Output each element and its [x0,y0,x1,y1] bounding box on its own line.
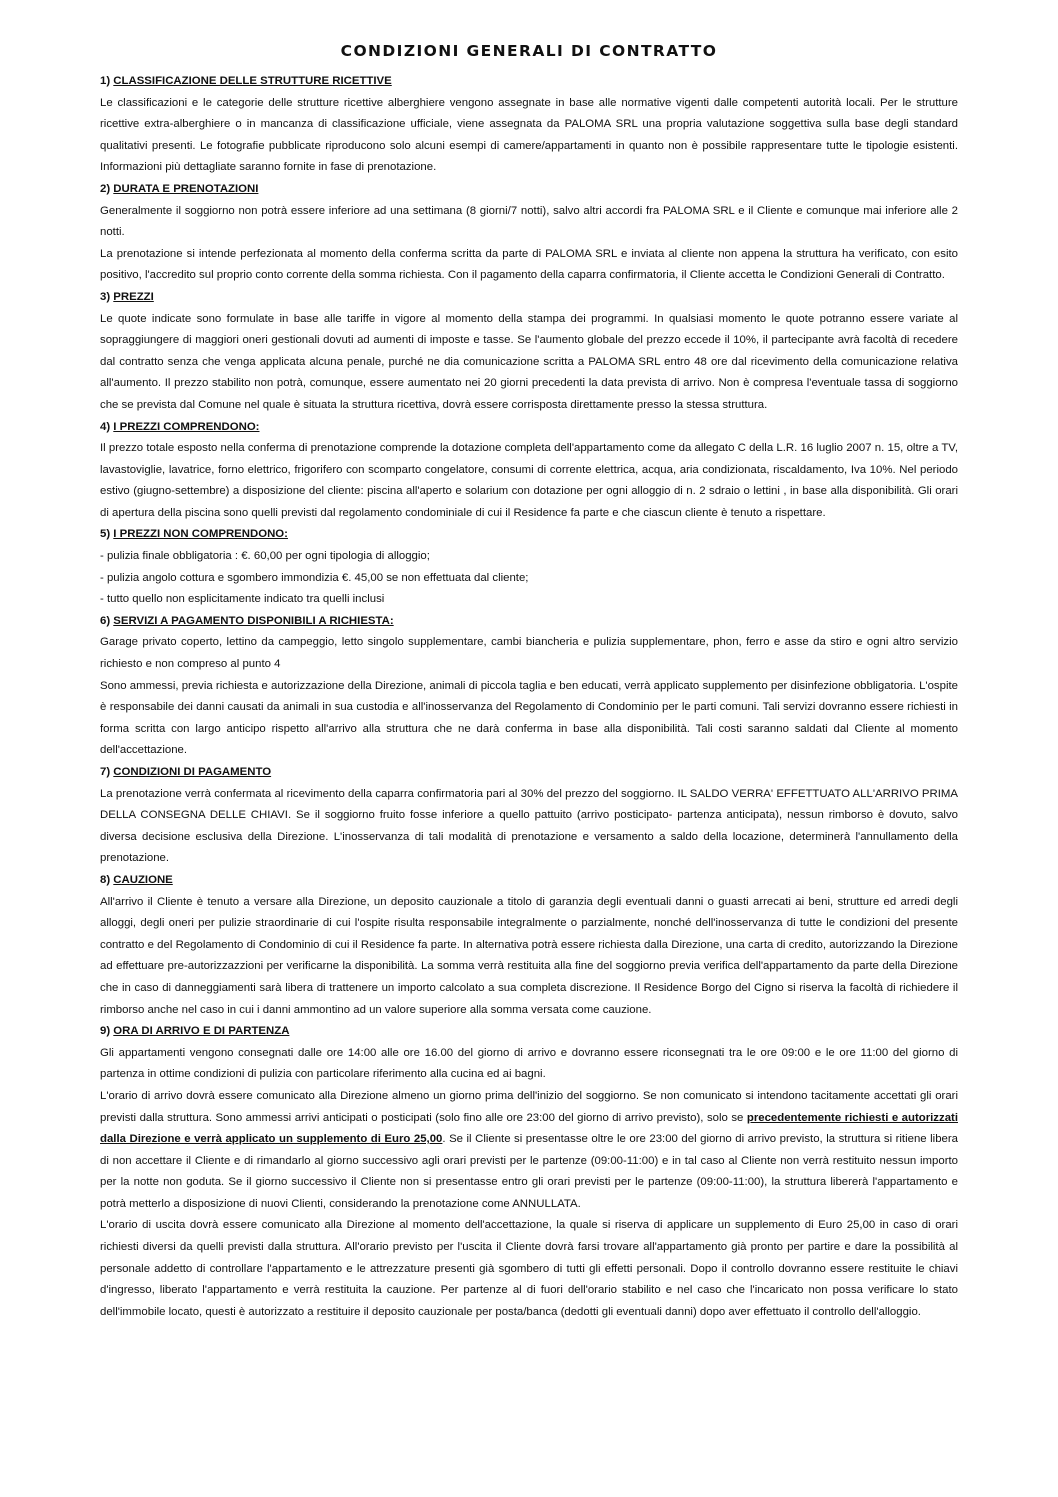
section-title: DURATA E PRENOTAZIONI [113,182,259,195]
section-number: 5) [100,528,114,541]
section-number: 2) [100,182,114,195]
section-number: 3) [100,290,114,303]
section-heading [100,611,958,633]
section-prezzi-comprendono [100,417,958,525]
section-pagamento [100,762,958,870]
list-item: - pulizia angolo cottura e sgombero immondizia €. 45,00 se non effettuata dal cliente; [100,571,529,584]
section-title: SERVIZI A PAGAMENTO DISPONIBILI A RICHIESTA: [113,614,394,627]
section-number: 6) [100,614,114,627]
section-heading [100,287,958,309]
paragraph-text: L'orario di arrivo dovrà essere comunicato alla Direzione almeno un giorno prima dell'inizio del soggiorno. Se non comunicato si intendono tacitamente accettati gli orari previsti dalla struttura. Sono ammessi arrivi anticipati o posticipati (solo fino alle ore 23:00 del giorno di arrivo previsto), solo se [100,1089,958,1124]
section-number: 8) [100,873,114,886]
section-number: 1) [100,75,114,87]
section-paragraph: Sono ammessi, previa richiesta e autorizzazione della Direzione, animali di piccola taglia e ben educati, verrà applicato supplemento per disinfezione obbligatoria. L'ospite è responsabile dei danni causati da animali in sua custodia e all'inosservanza del Regolamento di Condominio per le parti comuni. Tali servizi dovranno essere richiesti in forma scritta con largo anticipo rispetto all'arrivo alla struttura che ne darà conferma in base alla disponibilità. Tali costi saranno saldati dal Cliente al momento dell'accettazione. [100,679,958,757]
section-paragraph: Il prezzo totale esposto nella conferma di prenotazione comprende la dotazione completa dell'appartamento come da allegato C della L.R. 16 luglio 2007 n. 15, oltre a TV, lavastoviglie, lavatrice, forno elettrico, frigorifero con scomparto congelatore, consumi di corrente elettrica, acqua, aria condizionata, riscaldamento, Iva 10%. Nel periodo estivo (giugno-settembre) a disposizione del cliente: piscina all'aperto e solarium con dotazione per ogni alloggio di n. 2 sdraio o lettini , in base alla disponibilità. Gli orari di apertura della piscina sono quelli previsti dal regolamento condominiale di cui il Residence fa parte e che ciascun cliente è tenuto a rispettare. [100,442,958,519]
section-paragraph: Garage privato coperto, lettino da campeggio, letto singolo supplementare, cambi biancheria e pulizia supplementare, phon, ferro e asse da stiro e ogni altro servizio richiesto e non compreso al punto 4 [100,636,958,671]
document-page [100,40,958,1323]
section-paragraph: La prenotazione verrà confermata al ricevimento della caparra confirmatoria pari al 30% del prezzo del soggiorno. IL SALDO VERRA' EFFETTUATO ALL'ARRIVO PRIMA DELLA CONSEGNA DELLE CHIAVI. Se il soggiorno fruito fosse inferiore a quello pattuito (arrivo posticipato- partenza anticipata), nessun rimborso è dovuto, salvo diversa decisione esclusiva della Direzione. L'inosservanza di tali modalità di prenotazione e versamento a saldo della locazione, determinerà l'annullamento della prenotazione. [100,787,958,865]
section-servizi [100,611,958,762]
section-title: I PREZZI NON COMPRENDONO: [113,528,288,541]
section-paragraph: Le quote indicate sono formulate in base alle tariffe in vigore al momento della stampa dei programmi. In qualsiasi momento le quote potranno essere variate al sopraggiungere di maggiori oneri gestionali dovuti ad aumenti di imposte e tasse. Se l'aumento globale del prezzo eccede il 10%, il partecipante avrà facoltà di recedere dal contratto senza che venga applicata alcuna penale, purché ne dia comunicazione scritta a PALOMA SRL entro 48 ore dal ricevimento della comunicazione relativa all'aumento. Il prezzo stabilito non potrà, comunque, essere aumentato nei 20 giorni precedenti la data prevista di arrivo. Non è compresa l'eventuale tassa di soggiorno che se prevista dal Comune nel quale è situata la struttura ricettiva, dovrà essere corrisposta direttamente presso la stessa struttura. [100,312,958,411]
section-heading [100,762,958,784]
section-paragraph-mixed [100,1086,958,1216]
section-paragraph: Le classificazioni e le categorie delle strutture ricettive alberghiere vengono assegnate in base alle normative vigenti dalle competenti autorità locali. Per le strutture ricettive extra-alberghiere o in mancanza di classificazione ufficiale, viene assegnata da PALOMA SRL una propria valutazione soggettiva sulla base degli standard qualitativi presenti. Le fotografie pubblicate riproducono solo alcuni esempi di camere/appartamenti in quanto non è possibile rappresentare tutte le tipologie esistenti. Informazioni più dettagliate saranno fornite in fase di prenotazione. [100,96,958,174]
section-orari [100,1021,958,1323]
paragraph-text: . Se il Cliente si presentasse oltre le ore 23:00 del giorno di arrivo previsto, la struttura si ritiene libera di non accettare il Cliente e di rimandarlo al giorno successivo agli orari previsti per le partenze (09:00-11:00) e in tal caso al Cliente non verrà restituito nessun importo per la notte non goduta. Se il giorno successivo il Cliente non si presentasse entro gli orari previsti per le partenze (09:00-11:00), la struttura libererà l'appartamento e potrà metterlo a disposizione di nuovi Clienti, considerando la prenotazione come ANNULLATA. [100,1133,958,1210]
section-prezzi [100,287,958,417]
section-heading [100,1021,958,1043]
section-title: CAUZIONE [113,873,173,886]
section-heading [100,179,958,201]
section-paragraph: All'arrivo il Cliente è tenuto a versare alla Direzione, un deposito cauzionale a titolo di garanzia degli eventuali danni o guasti arrecati ai beni, strutture ed arredi degli alloggi, degli oneri per pulizie straordinarie di cui l'ospite risulta responsabile integralmente o parzialmente, nonché dell'inosservanza di tutte le condizioni del presente contratto e del Regolamento di Condominio di cui il Residence fa parte. In alternativa potrà essere richiesta dalla Direzione, una carta di credito, autorizzando la Direzione ad effettuare pre-autorizzazzioni per verificarne la disponibilità. La somma verrà restituita alla fine del soggiorno previa verifica dell'appartamento da parte della Direzione che in caso di danneggiamenti sarà libera di trattenere un importo calcolato a sua completa discrezione. Il Residence Borgo del Cigno si riserva la facoltà di richiedere il rimborso anche nel caso in cui i danni ammontino ad un valore superiore alla somma versata come cauzione. [100,895,958,1016]
section-paragraph: Generalmente il soggiorno non potrà essere inferiore ad una settimana (8 giorni/7 notti), salvo altri accordi fra PALOMA SRL e il Cliente e comunque mai inferiore alle 2 notti. [100,204,958,239]
section-cauzione [100,870,958,1021]
list-item: - pulizia finale obbligatoria : €. 60,00 per ogni tipologia di alloggio; [100,550,430,563]
section-heading [100,417,958,439]
section-classificazione [100,71,958,179]
section-durata [100,179,958,287]
section-paragraph: L'orario di uscita dovrà essere comunicato alla Direzione al momento dell'accettazione, la quale si riserva di applicare un supplemento di Euro 25,00 in caso di orari richiesti diversi da quelli previsti dalla struttura. All'orario previsto per l'uscita il Cliente dovrà farsi trovare all'appartamento già pronto per partire e dare la possibilità al personale addetto di controllare l'appartamento e le attrezzature presenti già sgombero di tutti gli effetti personali. Dopo il controllo dovranno essere restituite le chiavi d'ingresso, liberato l'appartamento e verrà restituita la cauzione. Per partenze al di fuori dell'orario stabilito e nel caso che l'incaricato non possa verificare lo stato dell'immobile locato, questi è autorizzato a restituire il deposito cauzionale per posta/banca (dedotti gli eventuali danni) dopo aver effettuato il controllo dell'alloggio. [100,1219,958,1318]
paragraph-emphasis: precedentemente richiesti e autorizzati dalla Direzione e verrà applicato un supplemento di Euro 25,00 [100,1111,958,1146]
section-prezzi-non-comprendono [100,524,958,610]
section-title: CONDIZIONI DI PAGAMENTO [113,766,272,778]
section-number: 4) [100,420,114,433]
section-heading [100,870,958,892]
document-title: CONDIZIONI GENERALI DI CONTRATTO [340,42,718,60]
section-title: PREZZI [113,290,154,303]
list-item: - tutto quello non esplicitamente indicato tra quelli inclusi [100,593,385,606]
section-number: 7) [100,766,114,778]
section-number: 9) [100,1025,114,1038]
section-title: ORA DI ARRIVO E DI PARTENZA [113,1025,290,1038]
section-title: I PREZZI COMPRENDONO: [113,420,260,433]
section-heading [100,524,958,546]
section-paragraph: Gli appartamenti vengono consegnati dalle ore 14:00 alle ore 16.00 del giorno di arrivo e dovranno essere riconsegnati tra le ore 09:00 e le ore 11:00 del giorno di partenza in ottime condizioni di pulizia con particolare riferimento alla cucina ed ai bagni. [100,1046,958,1081]
section-paragraph: La prenotazione si intende perfezionata al momento della conferma scritta da parte di PALOMA SRL e inviata al cliente non appena la struttura ha verificato, con esito positivo, l'accredito sul proprio conto corrente della somma richiesta. Con il pagamento della caparra confirmatoria, il Cliente accetta le Condizioni Generali di Contratto. [100,247,958,282]
section-heading [100,71,958,93]
section-title: CLASSIFICAZIONE DELLE STRUTTURE RICETTIVE [113,75,392,87]
